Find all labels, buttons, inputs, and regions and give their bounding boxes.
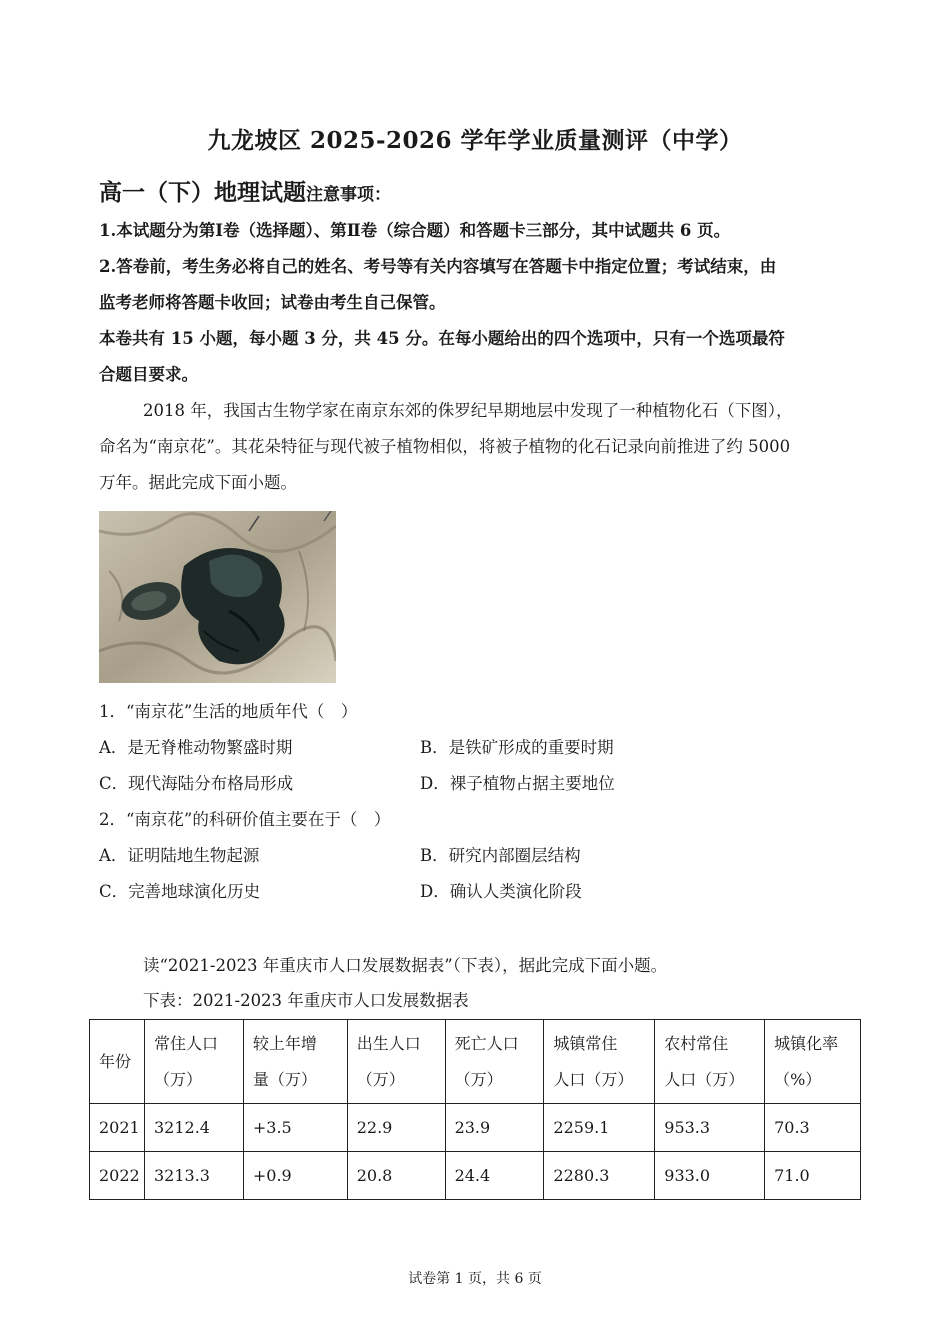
table-header-text: 死亡人口 (454, 1033, 519, 1053)
notice-line-3: 监考老师将答题卡收回；试卷由考生自己保管。 (99, 293, 446, 312)
section-instruction-line-1: 本卷共有 15 小题，每小题 3 分，共 45 分。在每小题给出的四个选项中，只有一个选项最符 (99, 329, 785, 348)
table-cell: 71.0 (765, 1152, 861, 1200)
table-header-text: 年份 (99, 1051, 132, 1071)
table-header-cell (765, 1020, 861, 1104)
question-2-option-c: C．完善地球演化历史 (99, 882, 261, 901)
table-header-text: 农村常住 (664, 1033, 729, 1053)
table-header-text: 城镇常住 (553, 1033, 618, 1053)
table-cell: 22.9 (347, 1104, 445, 1152)
notice-line-1: 1.本试题分为第Ⅰ卷（选择题）、第Ⅱ卷（综合题）和答题卡三部分，其中试题共 6 页。 (99, 221, 731, 240)
table-header-text: 量（万） (252, 1069, 317, 1089)
question-1-option-c: C．现代海陆分布格局形成 (99, 774, 294, 793)
fossil-photo (99, 511, 336, 683)
table-header-text: 出生人口 (356, 1033, 421, 1053)
table-header-cell (90, 1020, 145, 1104)
table-cell: 20.8 (347, 1152, 445, 1200)
fossil-image (99, 511, 336, 683)
question-2-option-d: D．确认人类演化阶段 (420, 882, 582, 901)
page-footer: 试卷第 1 页，共 6 页 (408, 1271, 542, 1287)
table-header-text: 人口（万） (664, 1069, 745, 1089)
exam-subtitle: 高一（下）地理试题 (99, 179, 306, 206)
table-header-text: （%） (774, 1069, 822, 1089)
question-2-option-b: B．研究内部圈层结构 (420, 846, 581, 865)
table-cell: 2022 (90, 1152, 145, 1200)
table-cell: 2021 (90, 1104, 145, 1152)
table-header-cell (655, 1020, 765, 1104)
question-2-option-a: A．证明陆地生物起源 (99, 846, 260, 865)
table-header-cell (243, 1020, 347, 1104)
table-cell: +0.9 (243, 1152, 347, 1200)
table-header-text: 常住人口 (153, 1033, 218, 1053)
table-header-cell (445, 1020, 544, 1104)
question-1-option-b: B．是铁矿形成的重要时期 (420, 738, 614, 757)
table-row (90, 1104, 861, 1152)
table-cell: +3.5 (243, 1104, 347, 1152)
passage1-line-3: 万年。据此完成下面小题。 (99, 473, 297, 492)
table-header-text: （万） (153, 1069, 202, 1089)
table-cell: 3213.3 (144, 1152, 243, 1200)
table-cell: 24.4 (445, 1152, 544, 1200)
passage1-line-2: 命名为“南京花”。其花朵特征与现代被子植物相似，将被子植物的化石记录向前推进了约 5000 (99, 437, 791, 456)
question-2-stem: 2．“南京花”的科研价值主要在于（ ） (99, 810, 391, 829)
table-cell: 70.3 (765, 1104, 861, 1152)
table-header-text: （万） (454, 1069, 503, 1089)
question-1-option-d: D．裸子植物占据主要地位 (420, 774, 615, 793)
population-table (89, 1019, 861, 1200)
table-cell: 23.9 (445, 1104, 544, 1152)
table-header-cell (347, 1020, 445, 1104)
table-header-text: 人口（万） (553, 1069, 634, 1089)
table-header-cell (144, 1020, 243, 1104)
table-header-text: 较上年增 (252, 1033, 317, 1053)
table-cell: 953.3 (655, 1104, 765, 1152)
passage1-line-1: 2018 年，我国古生物学家在南京东郊的侏罗纪早期地层中发现了一种植物化石（下图）， (143, 401, 793, 420)
table-header-text: 城镇化率 (774, 1033, 839, 1053)
subtitle-row (99, 174, 391, 207)
question-1-stem: 1．“南京花”生活的地质年代（ ） (99, 702, 358, 721)
table-cell: 2280.3 (544, 1152, 655, 1200)
table-cell: 933.0 (655, 1152, 765, 1200)
notice-line-2: 2.答卷前，考生务必将自己的姓名、考号等有关内容填写在答题卡中指定位置；考试结束，由 (99, 257, 777, 276)
table-caption: 下表：2021-2023 年重庆市人口发展数据表 (143, 991, 469, 1010)
table-cell: 3212.4 (144, 1104, 243, 1152)
exam-title: 九龙坡区 2025-2026 学年学业质量测评（中学） (207, 127, 743, 154)
table-header-row (90, 1020, 861, 1104)
passage2-line-1: 读“2021-2023 年重庆市人口发展数据表”（下表），据此完成下面小题。 (143, 956, 668, 975)
table-header-text: （万） (356, 1069, 405, 1089)
table-cell: 2259.1 (544, 1104, 655, 1152)
notice-heading: 注意事项： (306, 185, 391, 205)
table-header-cell (544, 1020, 655, 1104)
question-1-option-a: A．是无脊椎动物繁盛时期 (99, 738, 293, 757)
table-row (90, 1152, 861, 1200)
section-instruction-line-2: 合题目要求。 (99, 365, 198, 384)
